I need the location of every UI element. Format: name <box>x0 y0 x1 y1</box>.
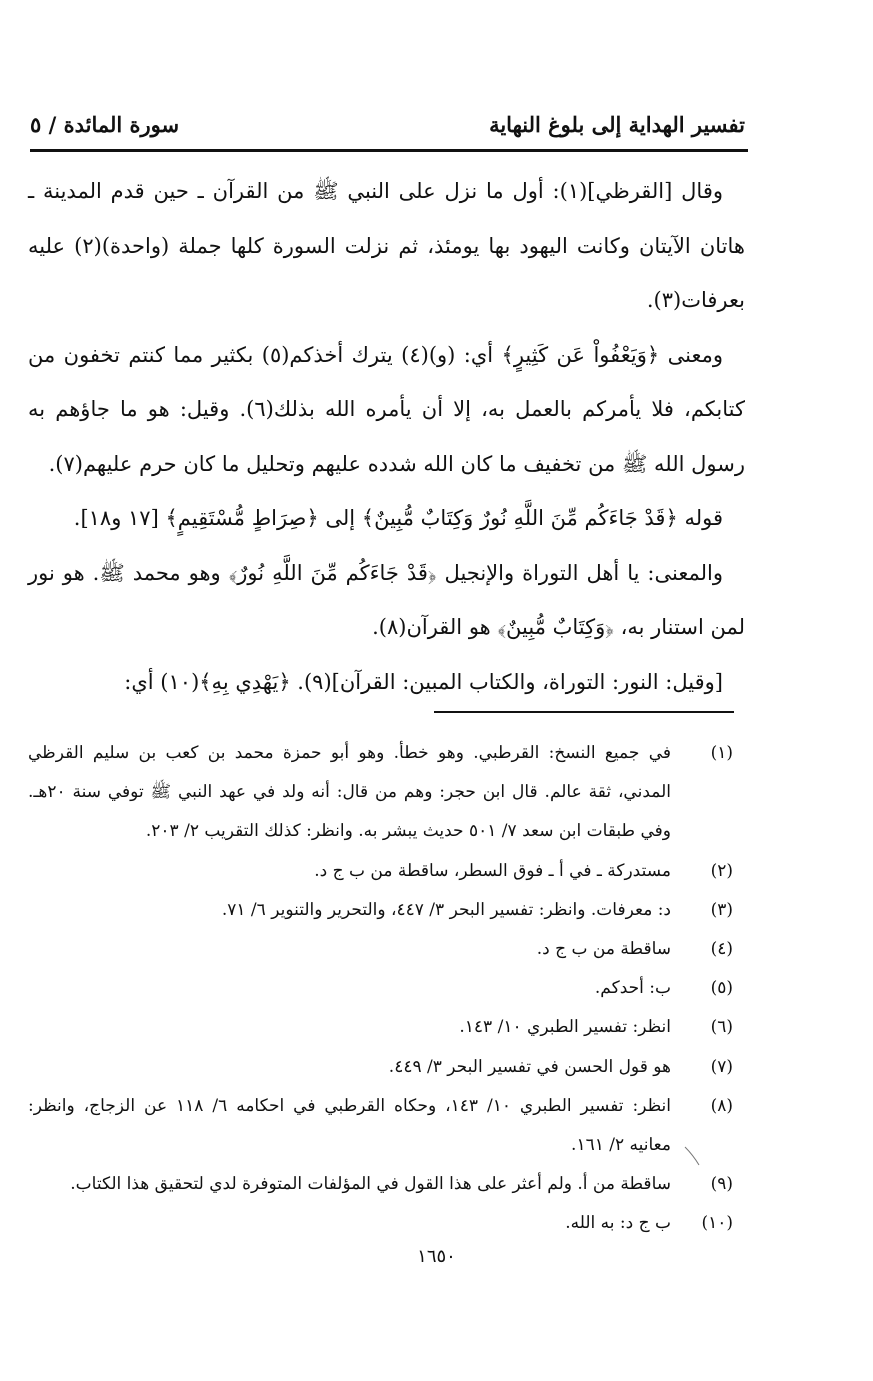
footnote-number: (٦) <box>710 1017 733 1038</box>
paragraph: قوله ﴿قَدْ جَاءَكُم مِّنَ اللَّهِ نُورٌ وَكِتَابٌ مُّبِينٌ﴾ إلى ﴿صِرَاطٍ مُّسْتَقِيمٍ﴾ [١٧ و١٨]. <box>73 506 723 530</box>
paragraph: وقال [القرظي](١): أول ما نزل على النبي ﷺ من القرآن ـ حين قدم المدينة ـ هاتان الآيتان وكانت اليهود بها يومئذ، ثم نزلت السورة كلها جملة (واحدة)(٢) عليه بعرفات(٣). <box>28 179 745 312</box>
footnote-text: ساقطة من أ. ولم أعثر على هذا القول في المؤلفات المتوفرة لدي لتحقيق هذا الكتاب. <box>70 1174 671 1195</box>
surah-label: سورة المائدة / ٥ <box>30 112 180 137</box>
footnote-number: (٥) <box>710 978 733 999</box>
footnote-number: (٩) <box>710 1174 733 1195</box>
pen-stroke-mark <box>683 1145 703 1167</box>
book-title: تفسير الهداية إلى بلوغ النهاية <box>489 112 745 137</box>
footnote <box>28 1204 733 1243</box>
footnote <box>28 891 733 930</box>
footnote-number: (١) <box>710 743 733 763</box>
header-rule <box>30 149 748 152</box>
footnote-number: (٧) <box>710 1056 733 1077</box>
footnotes <box>28 734 733 1244</box>
footnote-text: ساقطة من ب ج د. <box>536 939 671 960</box>
page-number: ١٦٥٠ <box>417 1246 456 1267</box>
footnote-number: (٨) <box>710 1095 733 1116</box>
footnote-text: ب ج د: به الله. <box>565 1213 671 1234</box>
footnote-text: انظر: تفسير الطبري ١٠/ ١٤٣. <box>459 1017 671 1038</box>
footnote <box>28 1008 733 1047</box>
footnote-number: (٤) <box>710 939 733 960</box>
footnote-number: (٢) <box>710 860 733 881</box>
footnote <box>28 1048 733 1087</box>
footnote-text: في جميع النسخ: القرطبي. وهو خطأ. وهو أبو حمزة محمد بن كعب بن سليم القرظي المدني، ثقة عالم. قال ابن حجر: وهم من قال: أنه ولد في عهد النبي ﷺ توفي سنة ٢٠هـ. وفي طبقات ابن سعد ٧/ ٥٠١ حديث يبشر به. وانظر: كذلك التقريب ٢/ ٢٠٣. <box>28 743 671 842</box>
footnote-text: د: معرفات. وانظر: تفسير البحر ٣/ ٤٤٧، والتحرير والتنوير ٦/ ٧١. <box>221 899 671 920</box>
footnote <box>28 930 733 969</box>
footnote-text: ب: أحدكم. <box>594 978 671 999</box>
footnote-text: انظر: تفسير الطبري ١٠/ ١٤٣، وحكاه القرطبي في احكامه ٦/ ١١٨ عن الزجاج، وانظر: معانيه ٢/ ١٦١. <box>28 1095 671 1156</box>
paragraph: والمعنى: يا أهل التوراة والإنجيل ﴿قَدْ جَاءَكُم مِّنَ اللَّهِ نُورٌ﴾ وهو محمد ﷺ. هو نور لمن استنار به، ﴿وَكِتَابٌ مُّبِينٌ﴾ هو القرآن(٨). <box>28 560 745 639</box>
footnote <box>28 1087 733 1165</box>
footnote <box>28 969 733 1008</box>
paragraph: [وقيل: النور: التوراة، والكتاب المبين: القرآن](٩). ﴿يَهْدِي بِهِ﴾(١٠) أي: <box>124 669 723 694</box>
main-text <box>28 164 745 709</box>
footnote-text: هو قول الحسن في تفسير البحر ٣/ ٤٤٩. <box>388 1056 671 1077</box>
footnote-number: (١٠) <box>701 1213 733 1234</box>
footnote <box>28 852 733 891</box>
footnote-text: مستدركة ـ في أ ـ فوق السطر، ساقطة من ب ج د. <box>314 860 671 881</box>
footnote-number: (٣) <box>710 899 733 920</box>
footnote <box>28 1165 733 1204</box>
running-header <box>30 108 745 148</box>
paragraph: ومعنى ﴿وَيَعْفُواْ عَن كَثِيرٍ﴾ أي: (و)(٤) يترك أخذكم(٥) بكثير مما كنتم تخفون من كتابكم، فلا يأمركم بالعمل به، إلا أن يأمره الله بذلك(٦). وقيل: هو ما جاؤهم به رسول الله ﷺ من تخفيف ما كان الله شدده عليهم وتحليل ما كان حرم عليهم(٧). <box>28 342 745 476</box>
footnote-separator <box>434 711 734 713</box>
footnote <box>28 734 733 852</box>
